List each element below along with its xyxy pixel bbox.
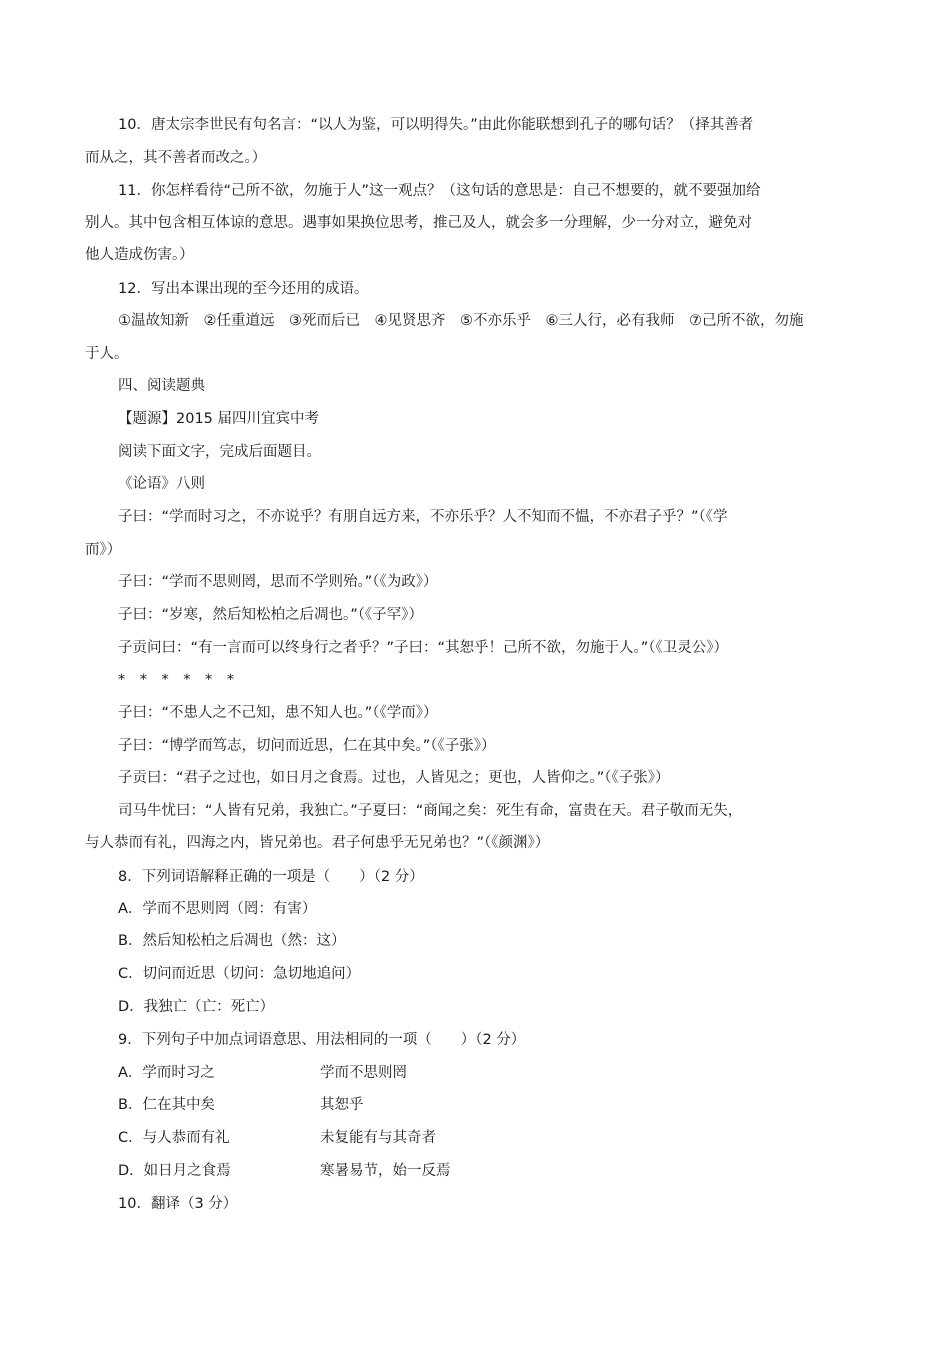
question-8-option-d: D．我独亡（亡：死亡）: [118, 999, 275, 1015]
question-10-line2: 而从之，其不善者而改之。）: [85, 150, 267, 166]
source-line: 【题源】2015 届四川宜宾中考: [118, 411, 320, 427]
question-8-option-b: B．然后知松柏之后凋也（然：这）: [118, 933, 346, 949]
passage-line: 子曰：“岁寒，然后知松柏之后凋也。”（《子罕》）: [118, 607, 424, 623]
question-8-option-c: C．切问而近思（切问：急切地追问）: [118, 966, 361, 982]
idiom-list-line2: 于人。: [85, 346, 129, 362]
question-11-line1: 11．你怎样看待“己所不欲，勿施于人”这一观点？（这句话的意思是：自己不想要的，就不要强加给: [118, 183, 761, 199]
passage-line: 子曰：“学而时习之，不亦说乎？有朋自远方来，不亦乐乎？人不知而不愠，不亦君子乎？”（《学: [118, 509, 728, 525]
question-9-option-c: C．与人恭而有礼: [118, 1130, 230, 1146]
idiom-list-line1: ①温故知新 ②任重道远 ③死而后已 ④见贤思齐 ⑤不亦乐乎 ⑥三人行，必有我师 ⑦己所不欲，勿施: [118, 313, 804, 329]
question-10-translate: 10．翻译（3 分）: [118, 1196, 238, 1212]
question-9-option-c-compare: 未复能有与其奇者: [320, 1130, 436, 1146]
question-9-option-b: B．仁在其中矣: [118, 1097, 215, 1113]
question-9-option-b-compare: 其恕乎: [320, 1097, 364, 1113]
reading-instruction: 阅读下面文字，完成后面题目。: [118, 444, 321, 460]
question-8-stem: 8．下列词语解释正确的一项是（ ）（2 分）: [118, 869, 424, 885]
question-9-option-a: A．学而时习之: [118, 1065, 215, 1081]
question-9-stem: 9．下列句子中加点词语意思、用法相同的一项（ ）（2 分）: [118, 1032, 526, 1048]
passage-line: 司马牛忧曰：“人皆有兄弟，我独亡。”子夏曰：“商闻之矣：死生有命，富贵在天。君子敬而无失，: [118, 803, 743, 819]
section-heading: 四、阅读题典: [118, 378, 205, 394]
passage-line: 子曰：“不患人之不己知，患不知人也。”（《学而》）: [118, 705, 438, 721]
passage-title: 《论语》八则: [118, 476, 205, 492]
question-11-line3: 他人造成伤害。）: [85, 247, 194, 263]
passage-line: 子曰：“学而不思则罔，思而不学则殆。”（《为政》）: [118, 574, 438, 590]
passage-line: 子贡曰：“君子之过也，如日月之食焉。过也，人皆见之；更也，人皆仰之。”（《子张》）: [118, 770, 670, 786]
passage-line: 子贡问曰：“有一言而可以终身行之者乎？”子曰：“其恕乎！己所不欲，勿施于人。”（《卫灵公》）: [118, 640, 729, 656]
question-9-option-a-compare: 学而不思则罔: [320, 1065, 407, 1081]
question-12-line1: 12．写出本课出现的至今还用的成语。: [118, 281, 369, 297]
question-8-option-a: A．学而不思则罔（罔：有害）: [118, 901, 317, 917]
separator-stars: * * * * * *: [118, 672, 234, 688]
passage-line: 与人恭而有礼，四海之内，皆兄弟也。君子何患乎无兄弟也？”（《颜渊》）: [85, 835, 550, 851]
question-10-line1: 10．唐太宗李世民有句名言：“以人为鉴，可以明得失。”由此你能联想到孔子的哪句话？（择其善者: [118, 117, 754, 133]
passage-line: 子曰：“博学而笃志，切问而近思，仁在其中矣。”（《子张》）: [118, 738, 496, 754]
question-9-option-d-compare: 寒暑易节，始一反焉: [320, 1163, 451, 1179]
passage-line: 而》）: [85, 542, 122, 558]
question-9-option-d: D．如日月之食焉: [118, 1163, 231, 1179]
question-11-line2: 别人。其中包含相互体谅的意思。遇事如果换位思考，推己及人，就会多一分理解，少一分对立，避免对: [85, 215, 752, 231]
